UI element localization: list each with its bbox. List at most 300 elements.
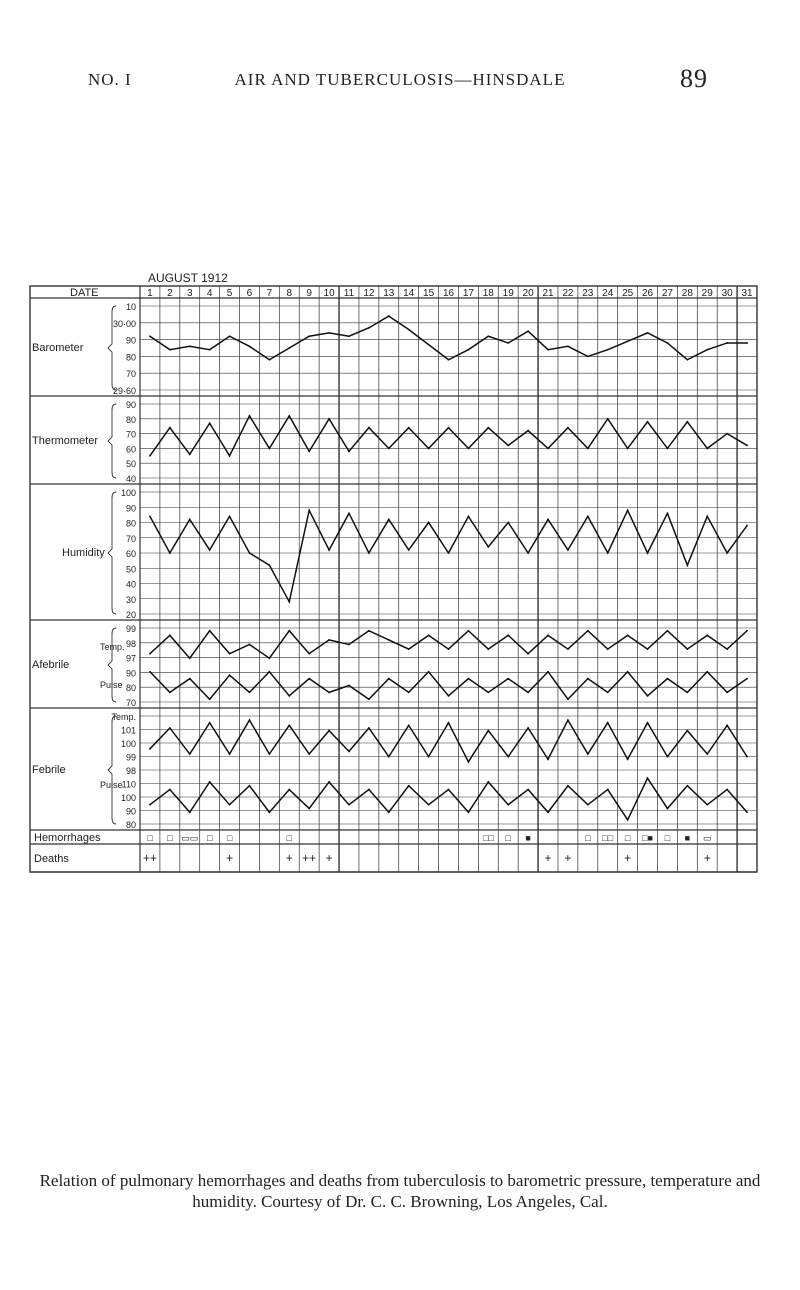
data-point bbox=[189, 678, 191, 680]
panel-bracket bbox=[108, 716, 116, 824]
day-number: 11 bbox=[343, 288, 355, 299]
data-point bbox=[507, 804, 509, 806]
data-point bbox=[388, 315, 390, 317]
data-point bbox=[547, 634, 549, 636]
data-point bbox=[627, 819, 629, 821]
febrile-pulse-label: Pulse bbox=[100, 780, 123, 790]
day-number: 17 bbox=[462, 288, 474, 299]
data-point bbox=[567, 785, 569, 787]
day-number: 6 bbox=[246, 288, 253, 299]
data-point bbox=[249, 719, 251, 721]
data-point bbox=[229, 335, 231, 337]
hemorrhages-label: Hemorrhages bbox=[34, 832, 101, 844]
data-point bbox=[149, 671, 151, 673]
data-point bbox=[189, 753, 191, 755]
data-point bbox=[169, 552, 171, 554]
data-point bbox=[607, 418, 609, 420]
data-point bbox=[408, 691, 410, 693]
data-point bbox=[667, 630, 669, 632]
day-number: 26 bbox=[641, 288, 654, 299]
death-mark: + bbox=[325, 851, 333, 865]
data-point bbox=[209, 630, 211, 632]
data-point bbox=[189, 657, 191, 659]
data-point bbox=[507, 634, 509, 636]
data-point bbox=[348, 335, 350, 337]
data-point bbox=[547, 758, 549, 760]
hemorrhage-mark: □ bbox=[226, 833, 233, 843]
tick-label: 60 bbox=[125, 549, 136, 559]
data-point bbox=[527, 330, 529, 332]
hemorrhage-mark: □ bbox=[206, 833, 213, 843]
tick-label: 80 bbox=[125, 518, 136, 529]
data-point bbox=[487, 335, 489, 337]
data-point bbox=[726, 648, 728, 650]
data-point bbox=[288, 415, 290, 417]
data-point bbox=[428, 522, 430, 524]
data-point bbox=[229, 516, 231, 518]
data-point bbox=[448, 427, 450, 429]
data-point bbox=[368, 727, 370, 729]
day-number: 3 bbox=[186, 288, 193, 299]
tick-label: 80 bbox=[125, 683, 136, 694]
day-number: 24 bbox=[602, 288, 614, 299]
chart-frame bbox=[30, 286, 757, 872]
tick-label: 100 bbox=[120, 793, 136, 803]
tick-label: 40 bbox=[125, 474, 136, 484]
day-number: 25 bbox=[622, 288, 634, 299]
data-point bbox=[587, 678, 589, 680]
data-point bbox=[348, 804, 350, 806]
data-point bbox=[686, 564, 688, 566]
tick-label: 80 bbox=[125, 352, 136, 363]
data-point bbox=[547, 671, 549, 673]
data-point bbox=[348, 751, 350, 753]
data-point bbox=[169, 634, 171, 636]
data-point bbox=[149, 748, 151, 750]
data-point bbox=[348, 450, 350, 452]
data-point bbox=[428, 756, 430, 758]
tick-label: 80 bbox=[125, 820, 136, 830]
day-number: 23 bbox=[582, 288, 594, 299]
data-point bbox=[647, 695, 649, 697]
data-point bbox=[647, 332, 649, 334]
data-point bbox=[348, 512, 350, 514]
data-point bbox=[388, 639, 390, 641]
data-point bbox=[448, 648, 450, 650]
data-point bbox=[746, 811, 748, 813]
data-point bbox=[706, 753, 708, 755]
data-point bbox=[527, 691, 529, 693]
data-point bbox=[249, 415, 251, 417]
data-point bbox=[169, 349, 171, 351]
day-number: 28 bbox=[681, 288, 693, 299]
data-point bbox=[567, 648, 569, 650]
data-point bbox=[288, 789, 290, 791]
data-point bbox=[627, 340, 629, 342]
data-point bbox=[468, 761, 470, 763]
data-point bbox=[487, 730, 489, 732]
data-point bbox=[746, 445, 748, 447]
chart-title: AUGUST 1912 bbox=[148, 271, 228, 285]
tick-label: 70 bbox=[125, 698, 136, 708]
data-point bbox=[149, 653, 151, 655]
tick-label: 90 bbox=[125, 806, 136, 817]
day-number: 18 bbox=[482, 288, 494, 299]
data-point bbox=[149, 335, 151, 337]
data-point bbox=[527, 727, 529, 729]
data-point bbox=[209, 698, 211, 700]
data-point bbox=[487, 691, 489, 693]
data-point bbox=[567, 719, 569, 721]
data-point bbox=[468, 630, 470, 632]
data-point bbox=[209, 349, 211, 351]
tick-label: 99 bbox=[125, 752, 136, 763]
panel-label: Thermometer bbox=[32, 435, 99, 447]
data-point bbox=[527, 653, 529, 655]
data-point bbox=[567, 549, 569, 551]
data-point bbox=[667, 342, 669, 344]
hemorrhage-mark: □ bbox=[147, 833, 153, 843]
panel-label: Barometer bbox=[32, 342, 84, 354]
running-title: AIR AND TUBERCULOSIS—HINSDALE bbox=[234, 70, 566, 89]
tick-label: 80 bbox=[125, 414, 136, 425]
data-point bbox=[149, 804, 151, 806]
data-point bbox=[388, 678, 390, 680]
data-point bbox=[667, 512, 669, 514]
death-mark: ++ bbox=[142, 851, 157, 865]
tick-label: 29·60 bbox=[112, 386, 136, 396]
data-point bbox=[726, 552, 728, 554]
data-point bbox=[288, 695, 290, 697]
data-point bbox=[249, 552, 251, 554]
data-point bbox=[607, 552, 609, 554]
tick-label: 70 bbox=[125, 429, 136, 440]
data-point bbox=[268, 448, 270, 450]
data-point bbox=[348, 644, 350, 646]
hemorrhage-mark: □□ bbox=[602, 833, 614, 843]
data-point bbox=[647, 722, 649, 724]
data-point bbox=[527, 552, 529, 554]
data-point bbox=[607, 349, 609, 351]
tick-label: 101 bbox=[120, 725, 136, 736]
hemorrhage-mark: □□ bbox=[482, 833, 494, 843]
data-point bbox=[448, 722, 450, 724]
panel-bracket bbox=[108, 404, 116, 478]
data-point bbox=[408, 785, 410, 787]
data-point bbox=[627, 671, 629, 673]
data-point bbox=[408, 329, 410, 331]
data-point bbox=[428, 804, 430, 806]
data-point bbox=[726, 691, 728, 693]
hemorrhage-mark: ▭▭ bbox=[181, 833, 199, 843]
day-number: 21 bbox=[542, 288, 554, 299]
data-point bbox=[726, 789, 728, 791]
data-point bbox=[706, 634, 708, 636]
data-point bbox=[288, 630, 290, 632]
tick-label: 90 bbox=[125, 335, 136, 346]
data-point bbox=[686, 785, 688, 787]
day-number: 20 bbox=[522, 288, 534, 299]
data-point bbox=[229, 753, 231, 755]
day-number: 8 bbox=[286, 288, 293, 299]
data-point bbox=[149, 516, 151, 518]
data-point bbox=[607, 648, 609, 650]
tick-label: 10 bbox=[125, 302, 136, 312]
data-point bbox=[706, 804, 708, 806]
date-header: DATE bbox=[70, 287, 99, 299]
data-point bbox=[229, 455, 231, 457]
tick-label: 90 bbox=[125, 503, 136, 514]
day-number: 19 bbox=[502, 288, 514, 299]
data-point bbox=[507, 445, 509, 447]
day-number: 14 bbox=[403, 288, 415, 299]
data-point bbox=[587, 516, 589, 518]
data-point bbox=[408, 427, 410, 429]
data-point bbox=[229, 674, 231, 676]
data-point bbox=[368, 552, 370, 554]
data-point bbox=[686, 691, 688, 693]
data-point bbox=[647, 421, 649, 423]
data-point bbox=[169, 727, 171, 729]
hemorrhage-mark: ■ bbox=[684, 833, 691, 843]
day-number: 22 bbox=[562, 288, 574, 299]
day-number: 30 bbox=[721, 288, 733, 299]
data-point bbox=[428, 671, 430, 673]
data-point bbox=[647, 777, 649, 779]
day-number: 2 bbox=[167, 288, 173, 299]
data-point bbox=[209, 549, 211, 551]
data-point bbox=[209, 781, 211, 783]
data-point bbox=[388, 811, 390, 813]
data-point bbox=[189, 345, 191, 347]
day-number: 5 bbox=[226, 288, 233, 299]
data-point bbox=[288, 724, 290, 726]
data-point bbox=[388, 756, 390, 758]
page-number: 89 bbox=[680, 64, 708, 93]
data-point bbox=[587, 356, 589, 358]
tick-label: 100 bbox=[120, 488, 136, 498]
data-point bbox=[527, 789, 529, 791]
data-point bbox=[268, 359, 270, 361]
death-mark: + bbox=[564, 851, 572, 865]
data-point bbox=[547, 349, 549, 351]
data-point bbox=[448, 789, 450, 791]
data-point bbox=[308, 509, 310, 511]
day-number: 16 bbox=[442, 288, 455, 299]
data-point bbox=[706, 448, 708, 450]
data-point bbox=[428, 634, 430, 636]
data-point bbox=[468, 448, 470, 450]
tick-label: 99 bbox=[125, 624, 136, 634]
data-point bbox=[627, 758, 629, 760]
data-point bbox=[567, 427, 569, 429]
tick-label: 90 bbox=[125, 668, 136, 679]
data-point bbox=[487, 546, 489, 548]
data-point bbox=[706, 671, 708, 673]
data-point bbox=[408, 648, 410, 650]
tick-label: 70 bbox=[125, 533, 136, 544]
data-point bbox=[189, 519, 191, 521]
tick-label: 50 bbox=[125, 459, 136, 470]
data-point bbox=[249, 691, 251, 693]
data-point bbox=[308, 450, 310, 452]
data-point bbox=[328, 418, 330, 420]
tick-label: 100 bbox=[120, 739, 136, 749]
hemorrhage-mark: ▭ bbox=[702, 833, 712, 843]
data-point bbox=[308, 653, 310, 655]
data-point bbox=[249, 785, 251, 787]
tick-label: 50 bbox=[125, 564, 136, 575]
data-point bbox=[268, 671, 270, 673]
data-point bbox=[667, 448, 669, 450]
data-point bbox=[587, 753, 589, 755]
tick-label: 98 bbox=[125, 766, 136, 776]
data-point bbox=[487, 427, 489, 429]
tick-label: Temp. bbox=[111, 712, 136, 722]
data-point bbox=[229, 804, 231, 806]
data-point bbox=[328, 781, 330, 783]
data-point bbox=[189, 811, 191, 813]
hemorrhage-mark: ■ bbox=[525, 833, 531, 843]
data-point bbox=[746, 678, 748, 680]
death-mark: + bbox=[226, 851, 234, 865]
tick-label: 97 bbox=[125, 653, 136, 664]
day-number: 12 bbox=[363, 288, 375, 299]
data-point bbox=[288, 601, 290, 603]
panel-label: Afebrile bbox=[32, 659, 70, 671]
panel-label: Humidity bbox=[62, 547, 105, 559]
data-point bbox=[468, 349, 470, 351]
data-point bbox=[686, 730, 688, 732]
data-point bbox=[567, 345, 569, 347]
journal-number: NO. I bbox=[88, 70, 132, 89]
tick-label: 30·00 bbox=[112, 318, 136, 329]
data-point bbox=[328, 730, 330, 732]
data-point bbox=[567, 698, 569, 700]
data-point bbox=[209, 722, 211, 724]
hemorrhage-mark: □ bbox=[624, 833, 631, 843]
figure-caption: Relation of pulmonary hemorrhages and deaths from tuberculosis to barometric pressure, temperature and humidity. Courtesy of Dr. C. C. Browning, Los Angeles, Cal. bbox=[39, 1171, 761, 1211]
data-point bbox=[507, 342, 509, 344]
tick-label: 60 bbox=[125, 444, 136, 455]
data-point bbox=[249, 345, 251, 347]
data-point bbox=[169, 691, 171, 693]
death-mark: ++ bbox=[302, 851, 317, 865]
data-point bbox=[607, 722, 609, 724]
panel-bracket bbox=[108, 492, 116, 614]
data-point bbox=[587, 448, 589, 450]
data-point bbox=[308, 808, 310, 810]
data-point bbox=[468, 678, 470, 680]
deaths-label: Deaths bbox=[34, 853, 69, 865]
data-point bbox=[667, 756, 669, 758]
data-point bbox=[527, 430, 529, 432]
data-point bbox=[308, 335, 310, 337]
data-point bbox=[587, 630, 589, 632]
day-number: 7 bbox=[266, 288, 273, 299]
panel-label: Febrile bbox=[32, 764, 66, 776]
data-point bbox=[448, 359, 450, 361]
day-number: 4 bbox=[206, 288, 213, 299]
tick-label: 40 bbox=[125, 579, 136, 590]
hemorrhage-mark: □ bbox=[505, 833, 511, 843]
data-point bbox=[328, 639, 330, 641]
data-point bbox=[268, 564, 270, 566]
hemorrhage-mark: □ bbox=[286, 833, 292, 843]
tick-label: 98 bbox=[125, 638, 136, 649]
tick-label: 30 bbox=[125, 594, 136, 605]
data-point bbox=[706, 349, 708, 351]
data-point bbox=[726, 433, 728, 435]
day-number: 31 bbox=[741, 288, 753, 299]
day-number: 29 bbox=[701, 288, 713, 299]
panel-bracket bbox=[108, 628, 116, 702]
data-point bbox=[448, 552, 450, 554]
data-point bbox=[686, 359, 688, 361]
hemorrhage-mark: □ bbox=[664, 833, 671, 843]
tick-label: 20 bbox=[125, 610, 136, 620]
data-point bbox=[169, 789, 171, 791]
data-point bbox=[547, 811, 549, 813]
day-number: 27 bbox=[661, 288, 673, 299]
day-number: 10 bbox=[323, 288, 335, 299]
data-point bbox=[229, 653, 231, 655]
day-number: 15 bbox=[423, 288, 435, 299]
data-point bbox=[388, 448, 390, 450]
data-point bbox=[746, 525, 748, 527]
death-mark: + bbox=[544, 851, 552, 865]
data-point bbox=[408, 549, 410, 551]
data-point bbox=[627, 634, 629, 636]
data-point bbox=[587, 804, 589, 806]
hemorrhage-mark: □■ bbox=[642, 833, 653, 843]
data-point bbox=[607, 789, 609, 791]
data-point bbox=[288, 347, 290, 349]
data-point bbox=[249, 644, 251, 646]
data-point bbox=[428, 344, 430, 346]
data-point bbox=[308, 753, 310, 755]
data-point bbox=[388, 519, 390, 521]
data-point bbox=[348, 685, 350, 687]
data-point bbox=[169, 427, 171, 429]
death-mark: + bbox=[703, 851, 711, 865]
tick-label: 110 bbox=[121, 779, 136, 790]
data-point bbox=[627, 448, 629, 450]
data-point bbox=[268, 811, 270, 813]
data-point bbox=[547, 519, 549, 521]
data-point bbox=[746, 630, 748, 632]
data-point bbox=[268, 657, 270, 659]
data-point bbox=[607, 691, 609, 693]
data-point bbox=[328, 332, 330, 334]
data-point bbox=[209, 422, 211, 424]
data-point bbox=[746, 342, 748, 344]
data-point bbox=[328, 691, 330, 693]
data-point bbox=[507, 522, 509, 524]
data-point bbox=[726, 342, 728, 344]
tick-label: 70 bbox=[125, 369, 136, 380]
data-point bbox=[368, 698, 370, 700]
data-point bbox=[507, 756, 509, 758]
afebrile-pulse-label: Pulse bbox=[100, 680, 123, 690]
data-point bbox=[706, 516, 708, 518]
data-point bbox=[308, 678, 310, 680]
data-point bbox=[368, 327, 370, 329]
tick-label: 90 bbox=[125, 400, 136, 410]
data-point bbox=[667, 678, 669, 680]
data-point bbox=[627, 509, 629, 511]
data-point bbox=[746, 756, 748, 758]
